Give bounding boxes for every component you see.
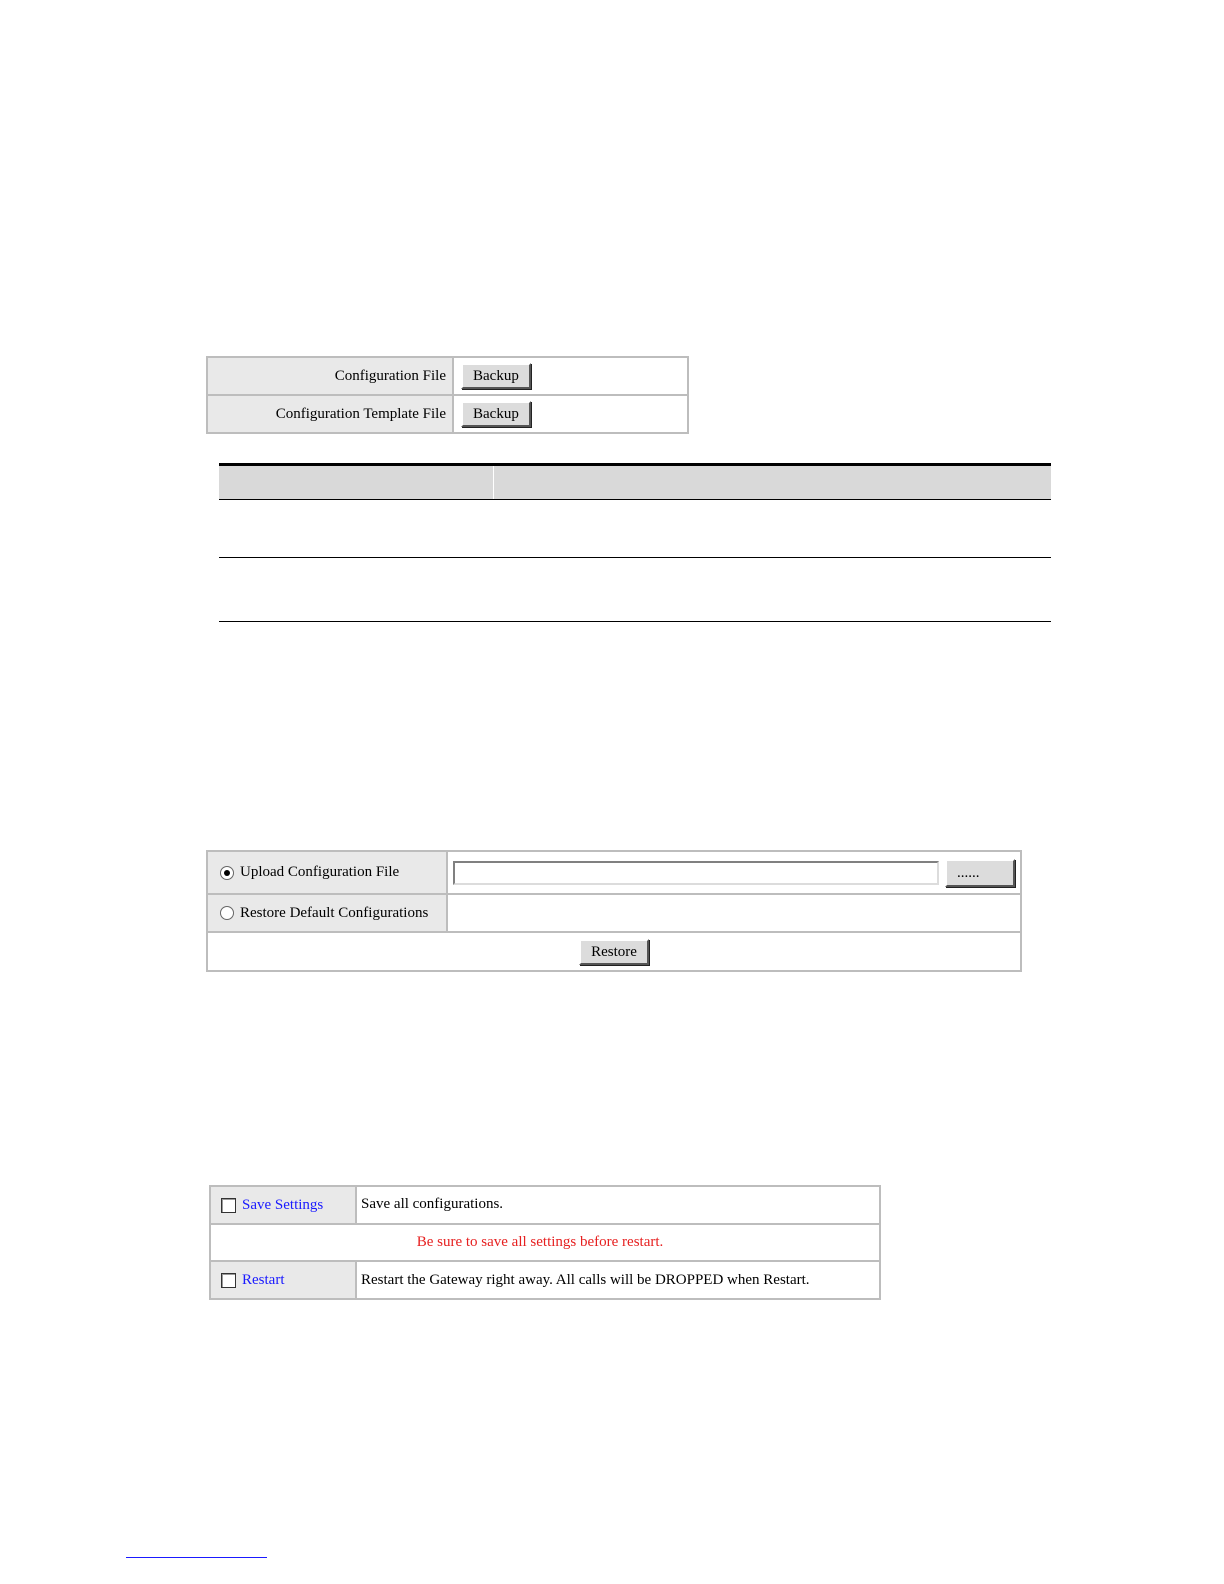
save-settings-cell <box>210 1186 356 1224</box>
save-settings-checkbox[interactable] <box>221 1198 236 1213</box>
restart-panel <box>209 1185 881 1300</box>
footnote-rule <box>126 1557 267 1558</box>
backup-template-cell <box>453 395 688 433</box>
restore-default-radio[interactable] <box>220 906 234 920</box>
doc-table-row-rule <box>219 557 1051 558</box>
backup-template-button[interactable]: Backup <box>461 401 531 427</box>
restore-button[interactable]: Restore <box>579 939 649 965</box>
doc-table-bottom-rule <box>219 621 1051 622</box>
upload-radio[interactable] <box>220 866 234 880</box>
save-settings-desc-cell <box>356 1186 880 1224</box>
restore-panel <box>206 850 1022 972</box>
backup-panel <box>206 356 689 434</box>
backup-config-button[interactable]: Backup <box>461 363 531 389</box>
doc-table-header-divider <box>493 466 494 499</box>
upload-option-cell <box>207 851 447 894</box>
doc-table-header <box>219 466 1051 499</box>
restart-cell <box>210 1261 356 1299</box>
restore-default-cell <box>207 894 447 932</box>
restart-desc-cell <box>356 1261 880 1299</box>
upload-label: Upload Configuration File <box>240 864 400 880</box>
restart-checkbox[interactable] <box>221 1273 236 1288</box>
restore-button-cell <box>207 932 1021 971</box>
restart-warning: Be sure to save all settings before restart. <box>210 1224 880 1261</box>
backup-config-cell <box>453 357 688 395</box>
restart-desc: Restart the Gateway right away. All calls will be DROPPED when Restart. <box>361 1271 810 1288</box>
restart-link[interactable]: Restart <box>242 1271 285 1288</box>
doc-table-header-rule <box>219 499 1051 500</box>
save-settings-link[interactable]: Save Settings <box>242 1196 324 1213</box>
restore-default-label: Restore Default Configurations <box>240 904 429 921</box>
file-path-input[interactable] <box>453 861 939 885</box>
upload-field-cell <box>447 851 1021 894</box>
backup-template-label: Configuration Template File <box>207 395 453 433</box>
restore-default-empty <box>447 894 1021 932</box>
save-settings-desc: Save all configurations. <box>361 1196 504 1212</box>
browse-button[interactable]: ...... <box>945 859 1015 887</box>
backup-config-label: Configuration File <box>207 357 453 395</box>
